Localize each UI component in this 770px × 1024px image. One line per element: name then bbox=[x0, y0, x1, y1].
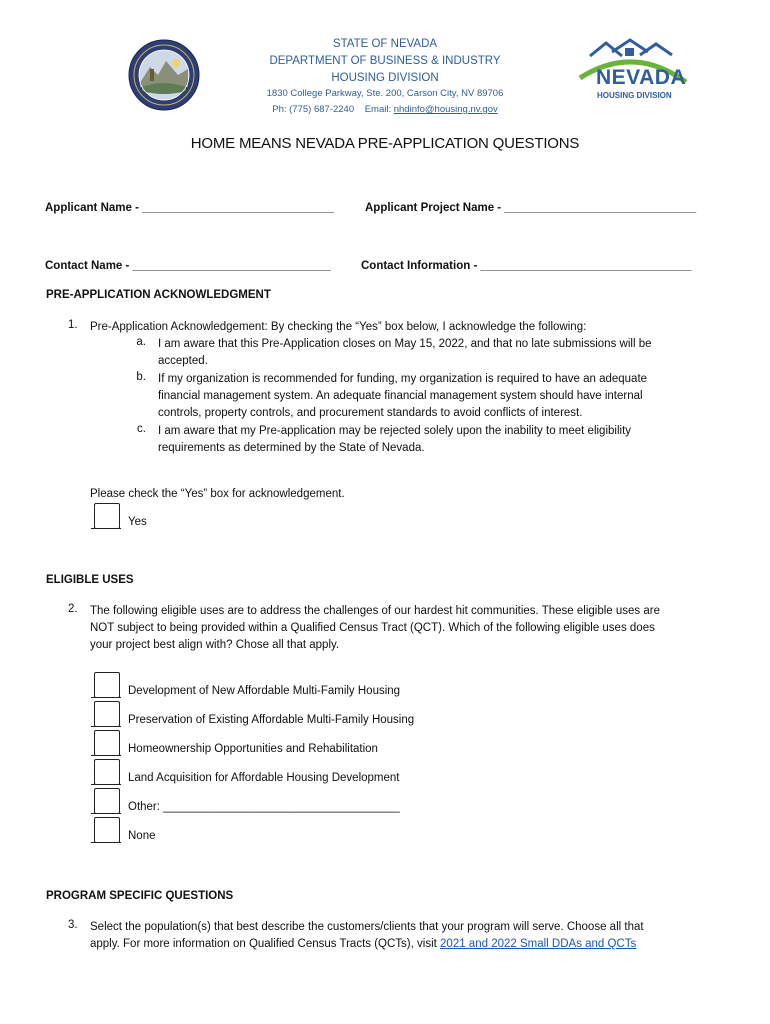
item-a-line2: accepted. bbox=[158, 355, 208, 367]
option-other[interactable]: Other: _____________________________________ bbox=[128, 801, 400, 813]
option-land-acquisition: Land Acquisition for Affordable Housing Development bbox=[128, 772, 400, 784]
option-new-multifamily: Development of New Affordable Multi-Family Housing bbox=[128, 685, 401, 697]
section-heading-acknowledgment: PRE-APPLICATION ACKNOWLEDGMENT bbox=[46, 289, 271, 301]
item-letter-c: c. bbox=[137, 423, 146, 435]
item-letter-b: b. bbox=[136, 371, 146, 383]
section-heading-eligible-uses: ELIGIBLE USES bbox=[46, 574, 134, 586]
eligible-uses-line3: your project best align with? Chose all that apply. bbox=[90, 639, 340, 651]
header-state: STATE OF NEVADA bbox=[332, 38, 438, 50]
item-b-line2: financial management system. An adequate financial management system should have internal bbox=[158, 390, 643, 402]
population-line2-text: apply. For more information on Qualified Census Tracts (QCTs), visit bbox=[90, 938, 437, 950]
population-line2 bbox=[90, 936, 644, 953]
item-b-line1: If my organization is recommended for funding, my organization is required to have an adequate bbox=[158, 373, 648, 385]
item-letter-a: a. bbox=[136, 336, 146, 348]
eligible-uses-line2: NOT subject to being provided within a Qualified Census Tract (QCT). Which of the following eligible uses does bbox=[90, 622, 655, 634]
item-c-line2: requirements as determined by the State of Nevada. bbox=[158, 442, 425, 454]
header-phone: Ph: (775) 687-2240 bbox=[272, 104, 355, 115]
nevada-housing-logo bbox=[576, 38, 690, 104]
option-homeownership: Homeownership Opportunities and Rehabilitation bbox=[128, 743, 378, 755]
section-heading-program-specific: PROGRAM SPECIFIC QUESTIONS bbox=[46, 890, 234, 902]
question-number-1: 1. bbox=[68, 319, 78, 331]
eligible-uses-line1: The following eligible uses are to address the challenges of our hardest hit communities. These eligible uses are bbox=[90, 605, 660, 617]
header-division: HOUSING DIVISION bbox=[331, 72, 439, 84]
applicant-name-field[interactable]: Applicant Name - ______________________________ bbox=[45, 202, 334, 214]
header-department: DEPARTMENT OF BUSINESS & INDUSTRY bbox=[269, 55, 501, 67]
qct-link[interactable]: 2021 and 2022 Small DDAs and QCTs bbox=[440, 938, 637, 950]
option-none: None bbox=[128, 830, 156, 842]
acknowledgement-item-b bbox=[158, 371, 647, 422]
check-prompt: Please check the “Yes” box for acknowledgement. bbox=[90, 488, 345, 500]
header-email-label: Email: bbox=[364, 104, 392, 115]
eligible-uses-question bbox=[90, 603, 660, 654]
item-c-line1: I am aware that my Pre-application may be rejected solely upon the inability to meet eligibility bbox=[158, 425, 632, 437]
checkbox-none[interactable] bbox=[94, 817, 120, 843]
acknowledgement-item-c bbox=[158, 423, 631, 457]
contact-name-field[interactable]: Contact Name - _______________________________ bbox=[45, 260, 331, 272]
checkbox-land-acquisition[interactable] bbox=[94, 759, 120, 785]
population-question bbox=[90, 919, 644, 953]
population-line1: Select the population(s) that best describe the customers/clients that your program will serve. Choose all that bbox=[90, 921, 644, 933]
acknowledgement-item-a bbox=[158, 336, 651, 370]
checkbox-homeownership[interactable] bbox=[94, 730, 120, 756]
yes-checkbox[interactable] bbox=[94, 503, 120, 529]
contact-information-field[interactable]: Contact Information - _________________________________ bbox=[361, 260, 692, 272]
header-address: 1830 College Parkway, Ste. 200, Carson City, NV 89706 bbox=[266, 88, 504, 99]
yes-label: Yes bbox=[128, 516, 147, 528]
logo-brand: NEVADA bbox=[596, 66, 687, 89]
applicant-project-name-field[interactable]: Applicant Project Name - ______________________________ bbox=[365, 202, 697, 214]
option-preservation: Preservation of Existing Affordable Multi-Family Housing bbox=[128, 714, 415, 726]
checkbox-preservation[interactable] bbox=[94, 701, 120, 727]
question-number-3: 3. bbox=[68, 919, 78, 931]
logo-subtitle: HOUSING DIVISION bbox=[597, 91, 672, 100]
header-email-link[interactable]: nhdinfo@housing.nv.gov bbox=[393, 104, 498, 115]
question-number-2: 2. bbox=[68, 603, 78, 615]
acknowledgement-intro: Pre-Application Acknowledgement: By checking the “Yes” box below, I acknowledge the following: bbox=[90, 321, 587, 333]
header-contact bbox=[0, 104, 770, 115]
page-title: HOME MEANS NEVADA PRE-APPLICATION QUESTIONS bbox=[190, 135, 580, 152]
item-b-line3: controls, property controls, and procurement standards to avoid conflicts of interest. bbox=[158, 407, 583, 419]
checkbox-other[interactable] bbox=[94, 788, 120, 814]
checkbox-new-multifamily[interactable] bbox=[94, 672, 120, 698]
item-a-line1: I am aware that this Pre-Application closes on May 15, 2022, and that no late submissions will be bbox=[158, 338, 652, 350]
